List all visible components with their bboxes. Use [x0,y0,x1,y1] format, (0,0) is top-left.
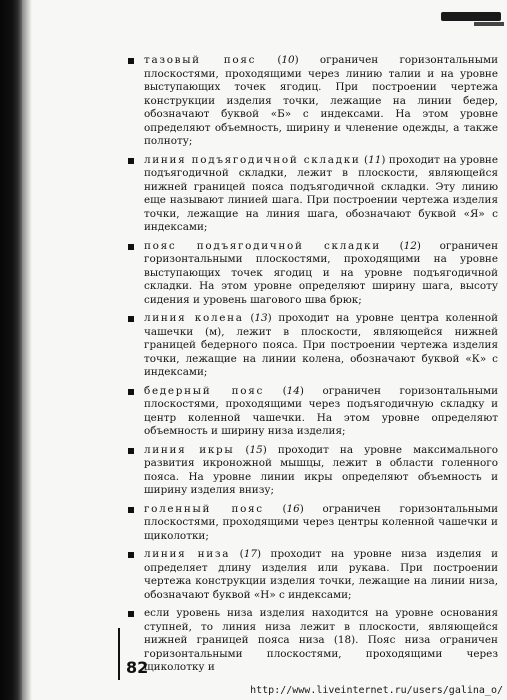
term-number: 17 [243,548,257,560]
item-text: проходит на уровне максимального развития икроножной мышцы, лежит в области голенного пояса. На уровне линии икры определяют объемность и ширину изделия внизу; [144,443,499,496]
list-item: линия низа (17) проходит на уровне низа изделия и определяет длину изделия или рукава. При построении чертежа конструкции изделия точки, лежащие на линии низа, обозначают буквой «Н» с индексами; [128,548,498,602]
bullet-icon [128,244,134,250]
page-number-bracket [118,628,120,680]
watermark-url: http://www.liveinternet.ru/users/galina_o/ [250,685,503,696]
scan-corner-mark-small [474,22,504,26]
item-text: проходит на уровне подъягодичной складки, лежит в плоскости, являющейся нижней границей пояса подъягодичной складки. Эту линию еще называют линией шага. При построении чертежа изделия точки, лежащие на линия шага, обозначают буквой «Я» с индексами; [144,153,499,233]
list-item: бедерный пояс (14) ограничен горизонтальными плоскостями, проходящими через подъягодичную складку и центр коленной чашечки. На этом уровне определяют объемность и ширину низа изделия; [128,385,498,439]
term-label: линия низа [144,548,231,560]
list-item: линия подъягодичной складки (11) проходит на уровне подъягодичной складки, лежит в плоскости, являющейся нижней границей пояса подъягодичной складки. Эту линию еще называют линией шага. При построении чертежа изделия точки, лежащие на линия шага, обозначают буквой «Я» с индексами; [128,154,498,235]
term-number: 11 [368,153,382,166]
term-label: тазовый пояс [144,54,257,66]
bullet-icon [128,552,134,558]
bullet-icon [128,316,134,322]
term-number: 16 [286,502,300,515]
bullet-icon [128,507,134,513]
list-item: тазовый пояс (10) ограничен горизонтальными плоскостями, проходящими через линию талии и на уровне выступающих точек ягодиц. При построении чертежа конструкции изделия точки, лежащие на линии бедер, обозначают буквой «Б» с индексами. На этом уровне определяют объемность, ширину и членение одежды, а также полноту; [128,54,498,149]
item-text: проходит на уровне центра коленной чашечки (м), лежит в плоскости, являющейся нижней границей бедерного пояса. При построении чертежа изделия точки, лежащие на линии колена, обозначают буквой «К» с индексами; [144,312,499,378]
term-number: 13 [254,312,268,324]
item-text: ограничен горизонтальными плоскостями, проходящими через центры коленной чашечки и щиколотки; [144,502,498,542]
term-label: пояс подъягодичной складки [144,239,381,252]
list-item [128,607,498,675]
term-number: 14 [286,384,300,397]
item-text: проходит на уровне низа изделия и определяет длину изделия или рукава. При построении чертежа конструкции изделия точки, лежащие на линии низа, обозначают буквой «Н» с индексами; [144,548,498,601]
bullet-icon [128,158,134,164]
item-text: ограничен горизонтальными плоскостями, проходящими через линию талии и на уровне выступающих точек ягодиц. При построении чертежа конструкции изделия точки, лежащие на линии бедер, обозначают буквой «Б» с индексами. На этом уровне определяют объемность, ширину и членение одежды, а также полноту; [144,54,498,147]
spine-gradient [22,0,32,700]
scan-corner-mark [441,12,501,21]
bullet-icon [128,389,134,395]
term-label: линия подъягодичной складки [144,153,361,166]
term-number: 12 [403,239,417,252]
term-label: линия колена [144,312,244,324]
bullet-icon [128,58,134,64]
list-item: пояс подъягодичной складки (12) ограничен горизонтальными плоскостями, проходящими на уровне выступающих точек ягодиц и на уровне подъягодичной складки. На этом уровне определяют ширину шага, высоту сидения и уровень шагового шва брюк; [128,240,498,308]
item-text: если уровень низа изделия находится на уровне основания ступней, то линия низа лежит в плоскости, являющейся нижней границей пояса низа (18). Пояс низа ограничен горизонтальными плоскостями, проходящими через щиколотку и [144,607,498,673]
page-number: 82 [126,658,149,677]
list-item: голенный пояс (16) ограничен горизонтальными плоскостями, проходящими через центры коленной чашечки и щиколотки; [128,503,498,544]
book-spine-shadow [0,0,22,700]
list-item: линия колена (13) проходит на уровне центра коленной чашечки (м), лежит в плоскости, являющейся нижней границей бедерного пояса. При построении чертежа изделия точки, лежащие на линии колена, обозначают буквой «К» с индексами; [128,312,498,380]
text-column [128,54,498,680]
item-text: ограничен горизонтальными плоскостями, проходящими через подъягодичную складку и центр коленной чашечки. На этом уровне определяют объемность и ширину низа изделия; [144,384,498,437]
item-text: ограничен горизонтальными плоскостями, проходящими на уровне выступающих точек ягодиц и на уровне подъягодичной складки. На этом уровне определяют ширину шага, высоту сидения и уровень шагового шва брюк; [144,239,498,306]
bullet-icon [128,611,134,617]
term-label: бедерный пояс [144,384,264,397]
term-number: 10 [281,54,295,66]
list-item: линия икры (15) проходит на уровне максимального развития икроножной мышцы, лежит в области голенного пояса. На уровне линии икры определяют объемность и ширину изделия внизу; [128,444,498,498]
term-number: 15 [249,443,263,456]
term-label: голенный пояс [144,502,264,515]
term-label: линия икры [144,443,235,456]
bullet-icon [128,448,134,454]
